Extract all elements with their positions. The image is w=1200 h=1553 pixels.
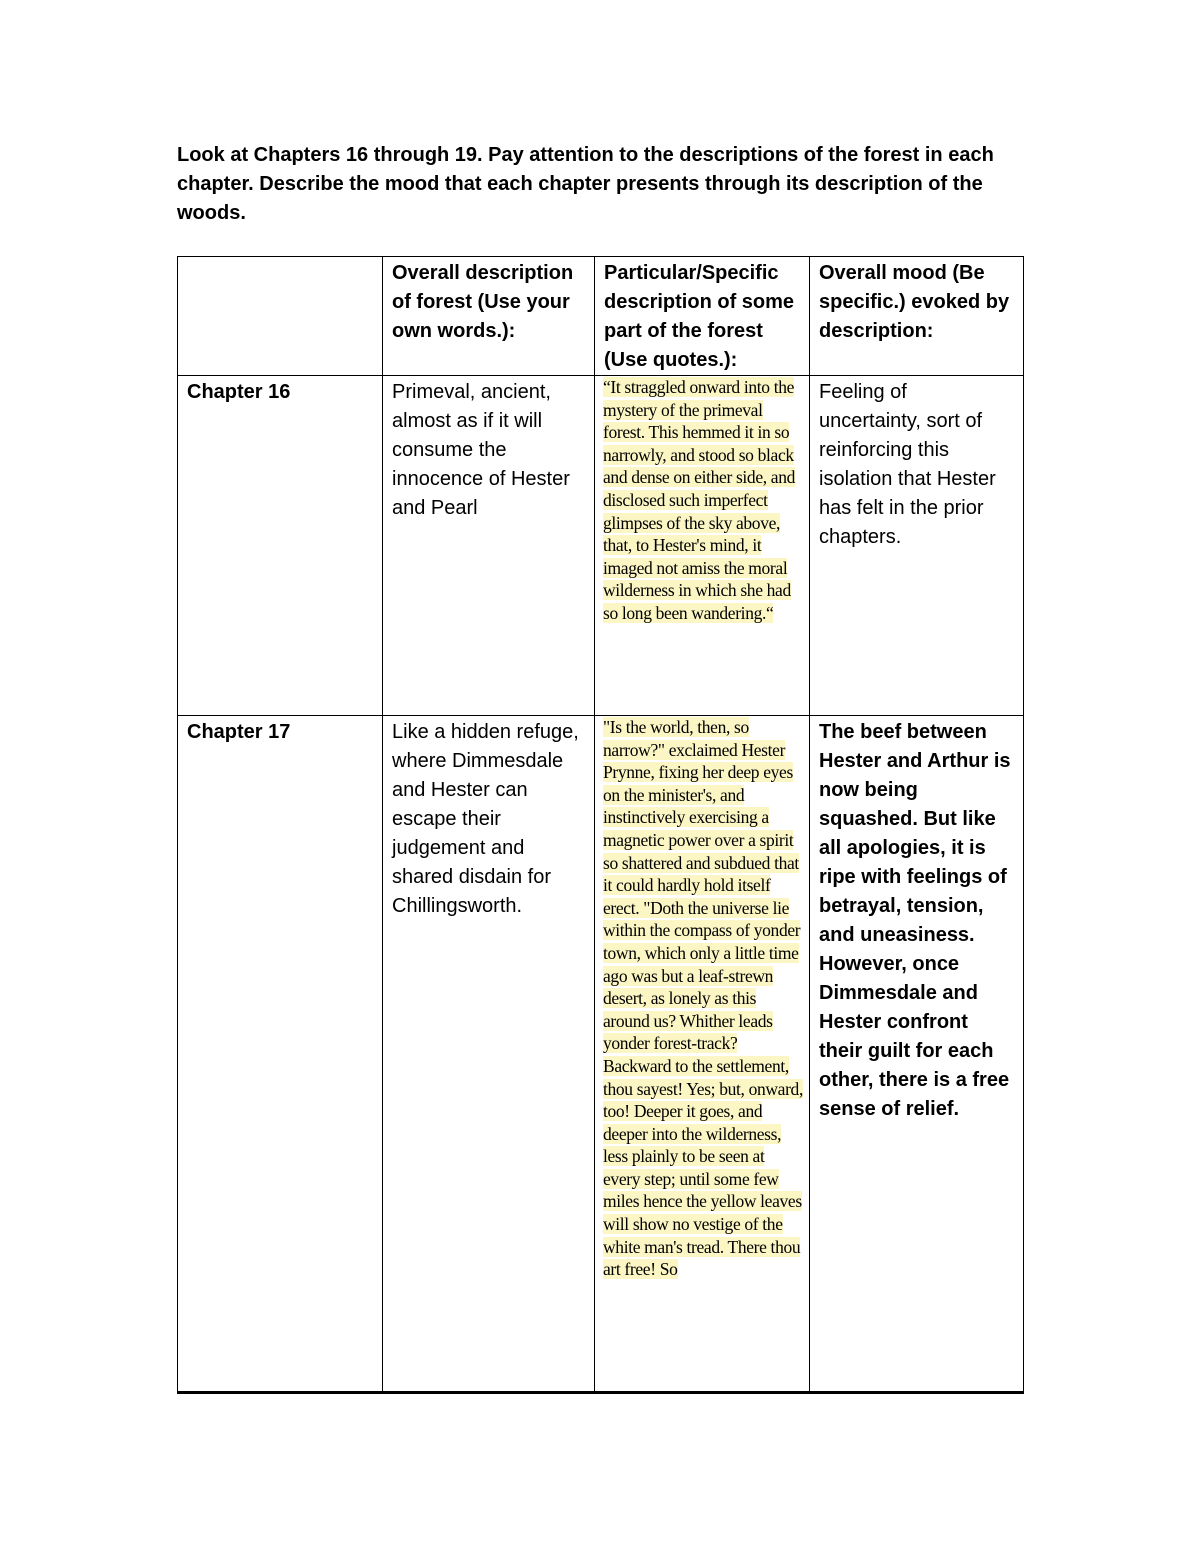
overall-description: Like a hidden refuge, where Dimmesdale and Hester can escape their judgement and shared disdain for Chillingsworth.	[383, 716, 595, 1393]
header-overall-description: Overall description of forest (Use your own words.):	[383, 257, 595, 376]
chapter-label: Chapter 16	[178, 376, 383, 716]
highlighted-quote: "Is the world, then, so narrow?" exclaimed Hester Prynne, fixing her deep eyes on the minister's, and instinctively exercising a magnetic power over a spirit so shattered and subdued that it could hardly hold itself erect. "Doth the universe lie within the compass of yonder town, which only a little time ago was but a leaf-strewn desert, as lonely as this around us? Whither leads yonder forest-track? Backward to the settlement, thou sayest! Yes; but, onward, too! Deeper it goes, and deeper into the wilderness, less plainly to be seen at every step; until some few miles hence the yellow leaves will show no vestige of the white man's tread. There thou art free! So	[603, 717, 803, 1280]
instructions-text: Look at Chapters 16 through 19. Pay attention to the descriptions of the forest in each chapter. Describe the mood that each chapter presents through its description of the woods.	[177, 144, 994, 224]
forest-quote	[595, 716, 810, 1393]
table-row	[178, 716, 1024, 1393]
header-empty-cell	[178, 257, 383, 376]
header-specific-description: Particular/Specific description of some part of the forest (Use quotes.):	[595, 257, 810, 376]
highlighted-quote: “It straggled onward into the mystery of the primeval forest. This hemmed it in so narrowly, and stood so black and dense on either side, and disclosed such imperfect glimpses of the sky above, that, to Hester's mind, it imaged not amiss the moral wilderness in which she had so long been wandering.“	[603, 377, 796, 623]
overall-description: Primeval, ancient, almost as if it will consume the innocence of Hester and Pearl	[383, 376, 595, 716]
overall-mood: Feeling of uncertainty, sort of reinforcing this isolation that Hester has felt in the prior chapters.	[810, 376, 1024, 716]
table-row	[178, 376, 1024, 716]
overall-mood: The beef between Hester and Arthur is now being squashed. But like all apologies, it is ripe with feelings of betrayal, tension, and uneasiness. However, once Dimmesdale and Hester confront their guilt for each other, there is a free sense of relief.	[810, 716, 1024, 1393]
chapter-label: Chapter 17	[178, 716, 383, 1393]
header-row	[178, 257, 1024, 376]
header-overall-mood: Overall mood (Be specific.) evoked by description:	[810, 257, 1024, 376]
forest-mood-table	[177, 256, 1024, 1394]
forest-quote	[595, 376, 810, 716]
